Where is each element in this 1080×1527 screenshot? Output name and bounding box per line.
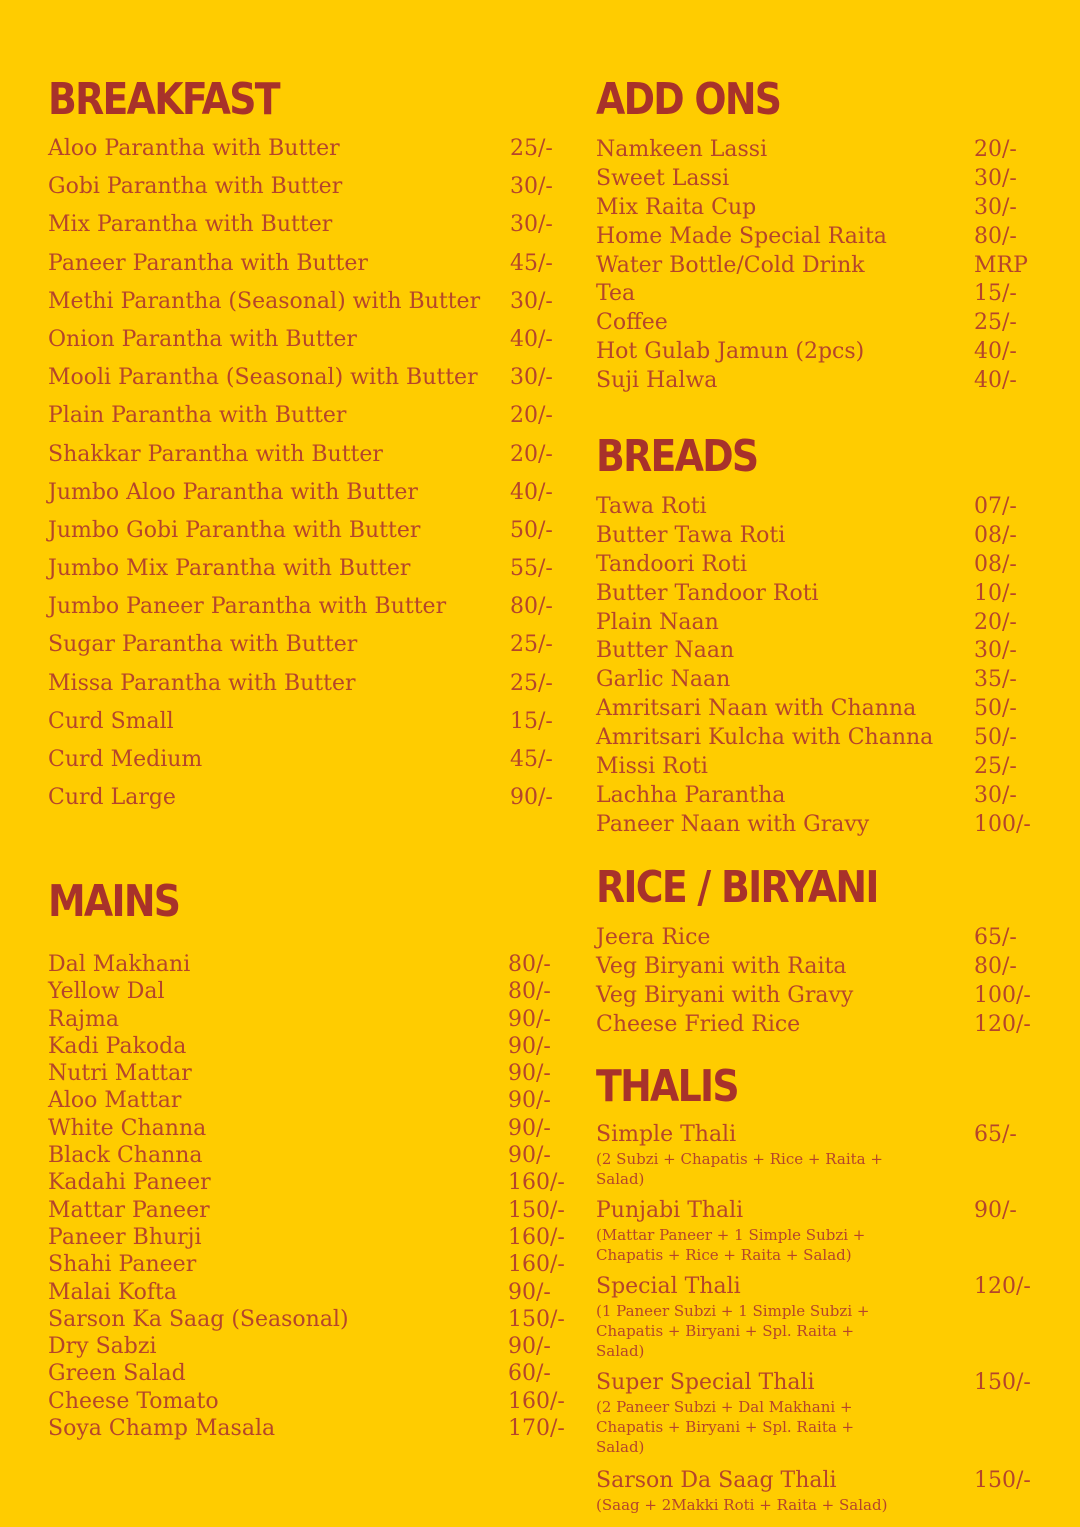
item-price: 25/- <box>510 670 553 696</box>
item-name: Sweet Lassi <box>596 165 730 191</box>
item-price: 90/- <box>974 1198 1017 1223</box>
addons-heading: ADD ONS <box>596 74 781 125</box>
menu-item <box>48 978 568 1005</box>
item-name: Paneer Naan with Gravy <box>596 811 870 837</box>
item-name: Coffee <box>596 310 668 336</box>
item-name: Suji Halwa <box>596 368 718 394</box>
item-name: Soya Champ Masala <box>48 1416 276 1442</box>
item-price: 150/- <box>974 1370 1031 1395</box>
item-price: 40/- <box>974 339 1017 365</box>
item-text <box>596 1121 974 1189</box>
menu-item <box>596 666 1036 695</box>
item-name: Lachha Parantha <box>596 782 786 808</box>
menu-item <box>48 206 568 244</box>
item-text <box>48 1388 508 1415</box>
menu-item <box>48 703 568 741</box>
item-price: 25/- <box>974 310 1017 336</box>
thalis-section <box>596 1061 1036 1113</box>
item-name: Aloo Parantha with Butter <box>48 136 340 161</box>
item-text <box>48 436 510 474</box>
item-name: Jeera Rice <box>596 925 711 950</box>
item-name: Cheese Fried Rice <box>596 1011 801 1037</box>
item-description: (1 Paneer Subzi + 1 Simple Subzi + Chapatis + Biryani + Spl. Raita + Salad) <box>596 1302 870 1360</box>
item-text <box>596 165 974 194</box>
item-price: 55/- <box>510 556 553 582</box>
item-name: Veg Biryani with Raita <box>596 953 847 979</box>
item-price: 170/- <box>508 1416 565 1442</box>
thalis-heading: THALIS <box>596 1061 738 1112</box>
item-price: 80/- <box>974 953 1017 979</box>
breakfast-section <box>48 74 568 126</box>
item-price: 90/- <box>508 1279 551 1305</box>
item-name: Butter Naan <box>596 638 735 664</box>
rice-list <box>596 924 1036 1040</box>
menu-item <box>48 951 568 978</box>
item-price: 30/- <box>510 365 553 391</box>
item-text <box>596 666 974 695</box>
item-name: Mix Parantha with Butter <box>48 212 333 238</box>
menu-item <box>596 695 1036 724</box>
menu-item <box>596 580 1036 609</box>
item-price: 25/- <box>974 754 1017 780</box>
item-price: 160/- <box>508 1388 565 1414</box>
item-text <box>48 1087 508 1114</box>
item-name: Tea <box>596 281 636 307</box>
item-text <box>596 522 974 551</box>
item-name: Curd Small <box>48 708 174 734</box>
menu-item <box>596 309 1036 338</box>
item-price: 10/- <box>974 580 1017 606</box>
item-price: 25/- <box>510 136 553 161</box>
menu-item <box>48 1060 568 1087</box>
item-text <box>596 724 974 753</box>
item-name: Missi Roti <box>596 754 708 780</box>
mains-list <box>48 951 568 1442</box>
menu-item <box>596 1369 1036 1457</box>
item-text <box>48 951 508 978</box>
item-price: 25/- <box>510 632 553 658</box>
item-description: (2 Paneer Subzi + Dal Makhani + Chapatis + Biryani + Spl. Raita + Salad) <box>596 1398 855 1456</box>
menu-item <box>48 1333 568 1360</box>
item-price: 150/- <box>974 1468 1031 1493</box>
item-text <box>48 1224 508 1251</box>
item-name: Curd Large <box>48 785 176 811</box>
rice-section <box>596 862 1036 914</box>
item-text <box>48 397 510 435</box>
item-name: Kadi Pakoda <box>48 1033 187 1059</box>
menu-item <box>596 338 1036 367</box>
menu-item <box>596 1011 1036 1040</box>
menu-item <box>596 953 1036 982</box>
item-text <box>596 1197 974 1265</box>
item-price: 160/- <box>508 1224 565 1250</box>
item-text <box>596 1369 974 1457</box>
menu-item <box>48 1115 568 1142</box>
item-name: Plain Parantha with Butter <box>48 403 347 429</box>
breads-heading: BREADS <box>596 431 758 482</box>
item-name: Amritsari Naan with Channa <box>596 696 917 722</box>
item-price: 150/- <box>508 1306 565 1332</box>
item-price: 07/- <box>974 494 1017 519</box>
item-name: Yellow Dal <box>48 979 165 1005</box>
item-text <box>596 580 974 609</box>
item-price: 50/- <box>974 696 1017 722</box>
item-price: 30/- <box>974 638 1017 664</box>
mains-heading: MAINS <box>48 876 180 927</box>
menu-item <box>596 637 1036 666</box>
item-name: Sarson Da Saag Thali <box>596 1468 837 1493</box>
item-name: Jumbo Paneer Parantha with Butter <box>48 594 447 620</box>
menu-item <box>48 1169 568 1196</box>
breads-section <box>596 431 1036 483</box>
item-name: Simple Thali <box>596 1122 737 1147</box>
item-price: 40/- <box>974 368 1017 394</box>
item-price: 65/- <box>974 1122 1017 1147</box>
menu-item <box>596 252 1036 281</box>
item-name: Dal Makhani <box>48 952 191 977</box>
menu-item <box>48 1360 568 1387</box>
item-name: Punjabi Thali <box>596 1198 744 1223</box>
item-price: 90/- <box>510 785 553 811</box>
menu-item <box>596 1197 1036 1265</box>
menu-item <box>48 1306 568 1333</box>
menu-item <box>48 1251 568 1278</box>
breakfast-heading: BREAKFAST <box>48 74 279 125</box>
addons-section <box>596 74 1036 126</box>
menu-item <box>48 741 568 779</box>
menu-item <box>48 1006 568 1033</box>
menu-item <box>48 245 568 283</box>
menu-item <box>596 609 1036 638</box>
item-text <box>596 367 974 396</box>
menu-item <box>596 924 1036 953</box>
item-name: Mix Raita Cup <box>596 194 757 220</box>
item-name: Cheese Tomato <box>48 1388 219 1414</box>
item-text <box>48 741 510 779</box>
right-column <box>596 0 1036 1527</box>
item-price: 15/- <box>510 708 553 734</box>
breads-list <box>596 493 1036 840</box>
item-text <box>48 1197 508 1224</box>
menu-item <box>596 811 1036 840</box>
item-price: 90/- <box>508 1143 551 1169</box>
item-price: 80/- <box>508 979 551 1005</box>
item-name: White Channa <box>48 1115 207 1141</box>
item-text <box>596 1467 974 1515</box>
item-text <box>48 1360 508 1387</box>
item-price: 08/- <box>974 522 1017 548</box>
item-name: Shakkar Parantha with Butter <box>48 441 383 467</box>
item-price: MRP <box>974 252 1028 278</box>
item-text <box>596 982 974 1011</box>
item-description: (2 Subzi + Chapatis + Rice + Raita + Salad) <box>596 1150 883 1188</box>
item-text <box>48 474 510 512</box>
menu-item <box>48 588 568 626</box>
item-name: Dry Sabzi <box>48 1334 157 1360</box>
item-text <box>48 206 510 244</box>
item-name: Butter Tandoor Roti <box>596 580 819 606</box>
item-name: Methi Parantha (Seasonal) with Butter <box>48 288 481 314</box>
item-text <box>48 321 510 359</box>
item-text <box>596 309 974 338</box>
item-description: (Saag + 2Makki Roti + Raita + Salad) <box>596 1496 888 1514</box>
item-text <box>596 782 974 811</box>
item-price: 120/- <box>974 1011 1031 1037</box>
item-price: 60/- <box>508 1361 551 1387</box>
item-price: 35/- <box>974 667 1017 693</box>
menu-item <box>48 512 568 550</box>
item-text <box>48 1279 508 1306</box>
item-name: Hot Gulab Jamun (2pcs) <box>596 339 865 365</box>
menu-item <box>596 136 1036 165</box>
menu-item <box>596 724 1036 753</box>
menu-item <box>596 522 1036 551</box>
item-text <box>48 978 508 1005</box>
item-price: 90/- <box>508 1115 551 1141</box>
item-price: 90/- <box>508 1088 551 1114</box>
item-price: 80/- <box>508 952 551 977</box>
item-price: 30/- <box>974 194 1017 220</box>
item-name: Paneer Bhurji <box>48 1224 202 1250</box>
item-text <box>596 953 974 982</box>
item-name: Sarson Ka Saag (Seasonal) <box>48 1306 349 1332</box>
item-name: Sugar Parantha with Butter <box>48 632 358 658</box>
menu-item <box>48 1197 568 1224</box>
menu-item <box>48 283 568 321</box>
item-text <box>48 1115 508 1142</box>
item-text <box>48 1333 508 1360</box>
item-price: 20/- <box>974 609 1017 635</box>
item-name: Veg Biryani with Gravy <box>596 982 854 1008</box>
item-description: (Mattar Paneer + 1 Simple Subzi + Chapatis + Rice + Raita + Salad) <box>596 1226 866 1264</box>
menu-item <box>48 130 568 168</box>
item-text <box>48 130 510 168</box>
item-text <box>596 811 974 840</box>
item-text <box>48 1033 508 1060</box>
menu-item <box>48 1224 568 1251</box>
item-text <box>48 626 510 664</box>
item-name: Tawa Roti <box>596 494 707 519</box>
item-name: Butter Tawa Roti <box>596 522 786 548</box>
menu-item <box>48 359 568 397</box>
item-text <box>48 168 510 206</box>
item-name: Jumbo Aloo Parantha with Butter <box>48 479 418 505</box>
item-price: 20/- <box>510 441 553 467</box>
item-price: 160/- <box>508 1170 565 1196</box>
item-text <box>596 609 974 638</box>
item-price: 90/- <box>508 1334 551 1360</box>
menu-item <box>596 782 1036 811</box>
item-name: Namkeen Lassi <box>596 137 768 162</box>
menu-item <box>596 367 1036 396</box>
menu-item <box>48 1279 568 1306</box>
menu-item <box>48 474 568 512</box>
item-text <box>48 283 510 321</box>
item-name: Shahi Paneer <box>48 1252 197 1278</box>
menu-item <box>596 1121 1036 1189</box>
menu-item <box>596 1467 1036 1515</box>
item-name: Special Thali <box>596 1274 741 1299</box>
rice-heading: RICE / BIRYANI <box>596 862 878 913</box>
item-text <box>596 551 974 580</box>
item-price: 45/- <box>510 747 553 772</box>
item-name: Missa Parantha with Butter <box>48 670 356 696</box>
item-text <box>48 550 510 588</box>
menu-item <box>596 982 1036 1011</box>
item-name: Home Made Special Raita <box>596 223 887 249</box>
item-text <box>48 1251 508 1278</box>
menu-item <box>596 753 1036 782</box>
menu-item <box>48 436 568 474</box>
menu-item <box>596 493 1036 522</box>
item-price: 30/- <box>510 288 553 314</box>
item-name: Aloo Mattar <box>48 1088 182 1114</box>
item-text <box>596 493 974 522</box>
item-text <box>596 753 974 782</box>
item-name: Onion Parantha with Butter <box>48 326 357 352</box>
item-price: 65/- <box>974 925 1017 950</box>
item-name: Plain Naan <box>596 609 719 635</box>
menu-item <box>596 165 1036 194</box>
item-price: 90/- <box>508 1061 551 1087</box>
item-price: 30/- <box>974 165 1017 191</box>
item-price: 50/- <box>974 725 1017 751</box>
item-price: 150/- <box>508 1197 565 1223</box>
item-text <box>596 338 974 367</box>
item-text <box>48 245 510 283</box>
item-text <box>48 703 510 741</box>
item-name: Water Bottle/Cold Drink <box>596 252 865 278</box>
item-text <box>48 359 510 397</box>
breakfast-list <box>48 130 568 817</box>
item-text <box>48 588 510 626</box>
item-name: Jumbo Mix Parantha with Butter <box>48 556 411 582</box>
item-text <box>48 1142 508 1169</box>
menu-item <box>48 321 568 359</box>
item-price: 90/- <box>508 1006 551 1032</box>
item-name: Garlic Naan <box>596 667 731 693</box>
item-price: 15/- <box>974 281 1017 307</box>
item-price: 45/- <box>510 250 553 276</box>
thalis-list <box>596 1121 1036 1523</box>
menu-item <box>596 223 1036 252</box>
mains-section <box>48 876 568 928</box>
item-text <box>48 1306 508 1333</box>
item-price: 30/- <box>510 212 553 238</box>
addons-list <box>596 136 1036 396</box>
menu-item <box>48 1142 568 1169</box>
item-price: 40/- <box>510 326 553 352</box>
item-text <box>596 1011 974 1040</box>
menu-item <box>48 168 568 206</box>
menu-item <box>596 551 1036 580</box>
item-name: Super Special Thali <box>596 1370 815 1395</box>
item-name: Tandoori Roti <box>596 551 748 577</box>
item-name: Black Channa <box>48 1143 203 1169</box>
item-name: Gobi Parantha with Butter <box>48 174 343 200</box>
item-text <box>596 637 974 666</box>
item-text <box>596 924 974 953</box>
item-text <box>48 1415 508 1442</box>
menu-item <box>48 550 568 588</box>
item-price: 20/- <box>974 137 1017 162</box>
item-name: Curd Medium <box>48 747 203 772</box>
menu-item <box>48 1388 568 1415</box>
item-price: 80/- <box>510 594 553 620</box>
item-price: 30/- <box>510 174 553 200</box>
item-name: Amritsari Kulcha with Channa <box>596 725 934 751</box>
item-text <box>48 779 510 817</box>
menu-item <box>48 665 568 703</box>
left-column <box>48 0 568 1527</box>
item-name: Mooli Parantha (Seasonal) with Butter <box>48 365 478 391</box>
item-text <box>48 665 510 703</box>
item-text <box>48 1169 508 1196</box>
item-text <box>596 1273 974 1361</box>
item-text <box>48 1060 508 1087</box>
item-name: Rajma <box>48 1006 119 1032</box>
item-price: 50/- <box>510 517 553 543</box>
item-price: 100/- <box>974 811 1031 837</box>
item-price: 90/- <box>508 1033 551 1059</box>
menu-item <box>48 1087 568 1114</box>
menu-item <box>596 194 1036 223</box>
menu-item <box>48 1033 568 1060</box>
item-price: 20/- <box>510 403 553 429</box>
item-text <box>596 280 974 309</box>
menu-item <box>48 397 568 435</box>
item-text <box>48 1006 508 1033</box>
menu-item <box>48 779 568 817</box>
item-text <box>596 223 974 252</box>
menu-item <box>596 1273 1036 1361</box>
item-text <box>596 136 974 165</box>
item-text <box>596 194 974 223</box>
item-text <box>596 695 974 724</box>
menu-item <box>596 280 1036 309</box>
item-name: Nutri Mattar <box>48 1061 192 1087</box>
item-name: Paneer Parantha with Butter <box>48 250 368 276</box>
item-price: 120/- <box>974 1274 1031 1299</box>
item-price: 160/- <box>508 1252 565 1278</box>
item-name: Mattar Paneer <box>48 1197 210 1223</box>
menu-item <box>48 1415 568 1442</box>
item-price: 30/- <box>974 782 1017 808</box>
item-price: 100/- <box>974 982 1031 1008</box>
menu-item <box>48 626 568 664</box>
item-price: 40/- <box>510 479 553 505</box>
item-text <box>596 252 974 281</box>
item-price: 80/- <box>974 223 1017 249</box>
item-text <box>48 512 510 550</box>
item-name: Jumbo Gobi Parantha with Butter <box>48 517 421 543</box>
item-price: 08/- <box>974 551 1017 577</box>
item-name: Kadahi Paneer <box>48 1170 211 1196</box>
item-name: Green Salad <box>48 1361 186 1387</box>
item-name: Malai Kofta <box>48 1279 178 1305</box>
